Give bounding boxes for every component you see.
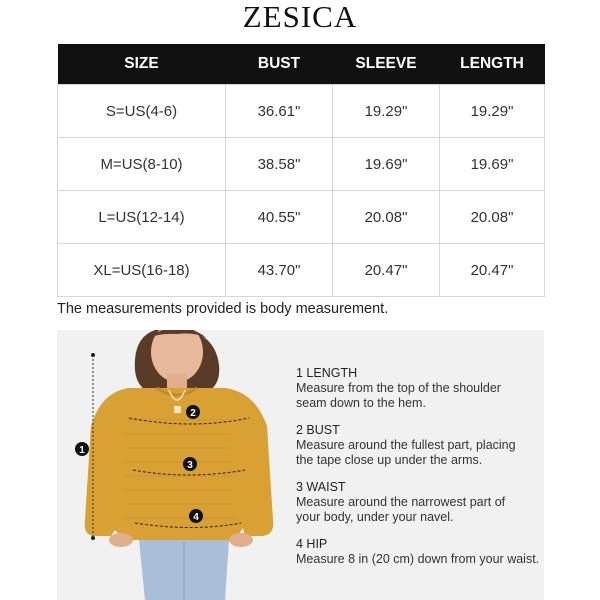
guide-title: 2 BUST (296, 423, 340, 437)
marker-1 (75, 442, 89, 456)
guide-title: 4 HIP (296, 537, 328, 551)
cell-sleeve: 19.69" (333, 138, 440, 191)
measurement-guide-panel (57, 330, 544, 600)
header-size: SIZE (58, 44, 226, 85)
model-illustration (57, 330, 287, 600)
guide-desc-line: the tape close up under the arms. (296, 453, 483, 467)
header-sleeve: SLEEVE (333, 44, 440, 85)
guide-desc-line: Measure around the fullest part, placing (296, 438, 516, 452)
cell-sleeve: 20.47" (333, 244, 440, 297)
size-chart-table (57, 44, 545, 297)
length-line-bottom-dot (91, 536, 95, 540)
cell-size: S=US(4-6) (58, 85, 226, 138)
guide-desc-line: Measure from the top of the shoulder (296, 381, 501, 395)
cell-sleeve: 20.08" (333, 191, 440, 244)
table-row (58, 191, 545, 244)
length-line-top-dot (91, 353, 95, 357)
guide-desc-line: your body, under your navel. (296, 510, 454, 524)
cell-bust: 40.55" (226, 191, 333, 244)
guide-item-length (296, 366, 541, 411)
necklace-pendant (174, 406, 181, 413)
guide-title: 3 WAIST (296, 480, 346, 494)
marker-3 (183, 457, 197, 471)
cell-size: XL=US(16-18) (58, 244, 226, 297)
cell-length: 19.69" (440, 138, 545, 191)
table-header-row (58, 44, 545, 85)
svg-text:2: 2 (190, 408, 196, 419)
marker-2 (186, 405, 200, 419)
hand-right (229, 533, 253, 547)
cell-sleeve: 19.29" (333, 85, 440, 138)
table-row (58, 244, 545, 297)
guide-desc-line: Measure around the narrowest part of (296, 495, 506, 509)
neck-shape (167, 374, 187, 390)
cell-length: 20.08" (440, 191, 545, 244)
table-row (58, 138, 545, 191)
guide-desc-line: seam down to the hem. (296, 396, 426, 410)
cell-length: 19.29" (440, 85, 545, 138)
table-row (58, 85, 545, 138)
cell-bust: 36.61" (226, 85, 333, 138)
cell-bust: 38.58" (226, 138, 333, 191)
svg-text:3: 3 (187, 460, 193, 471)
hand-left (109, 533, 133, 547)
guide-desc-line: Measure 8 in (20 cm) down from your waist. (296, 552, 540, 566)
header-length: LENGTH (440, 44, 545, 85)
svg-text:1: 1 (79, 445, 85, 456)
cell-bust: 43.70" (226, 244, 333, 297)
measurement-guide-list (296, 366, 541, 579)
svg-text:4: 4 (193, 512, 199, 523)
guide-item-hip (296, 537, 541, 567)
measurement-note: The measurements provided is body measurement. (57, 301, 389, 317)
brand-logo: ZESICA (242, 0, 358, 34)
cell-size: L=US(12-14) (58, 191, 226, 244)
guide-title: 1 LENGTH (296, 366, 358, 380)
header-bust: BUST (226, 44, 333, 85)
marker-4 (189, 509, 203, 523)
cell-size: M=US(8-10) (58, 138, 226, 191)
guide-item-bust (296, 423, 541, 468)
guide-item-waist (296, 480, 541, 525)
cell-length: 20.47" (440, 244, 545, 297)
